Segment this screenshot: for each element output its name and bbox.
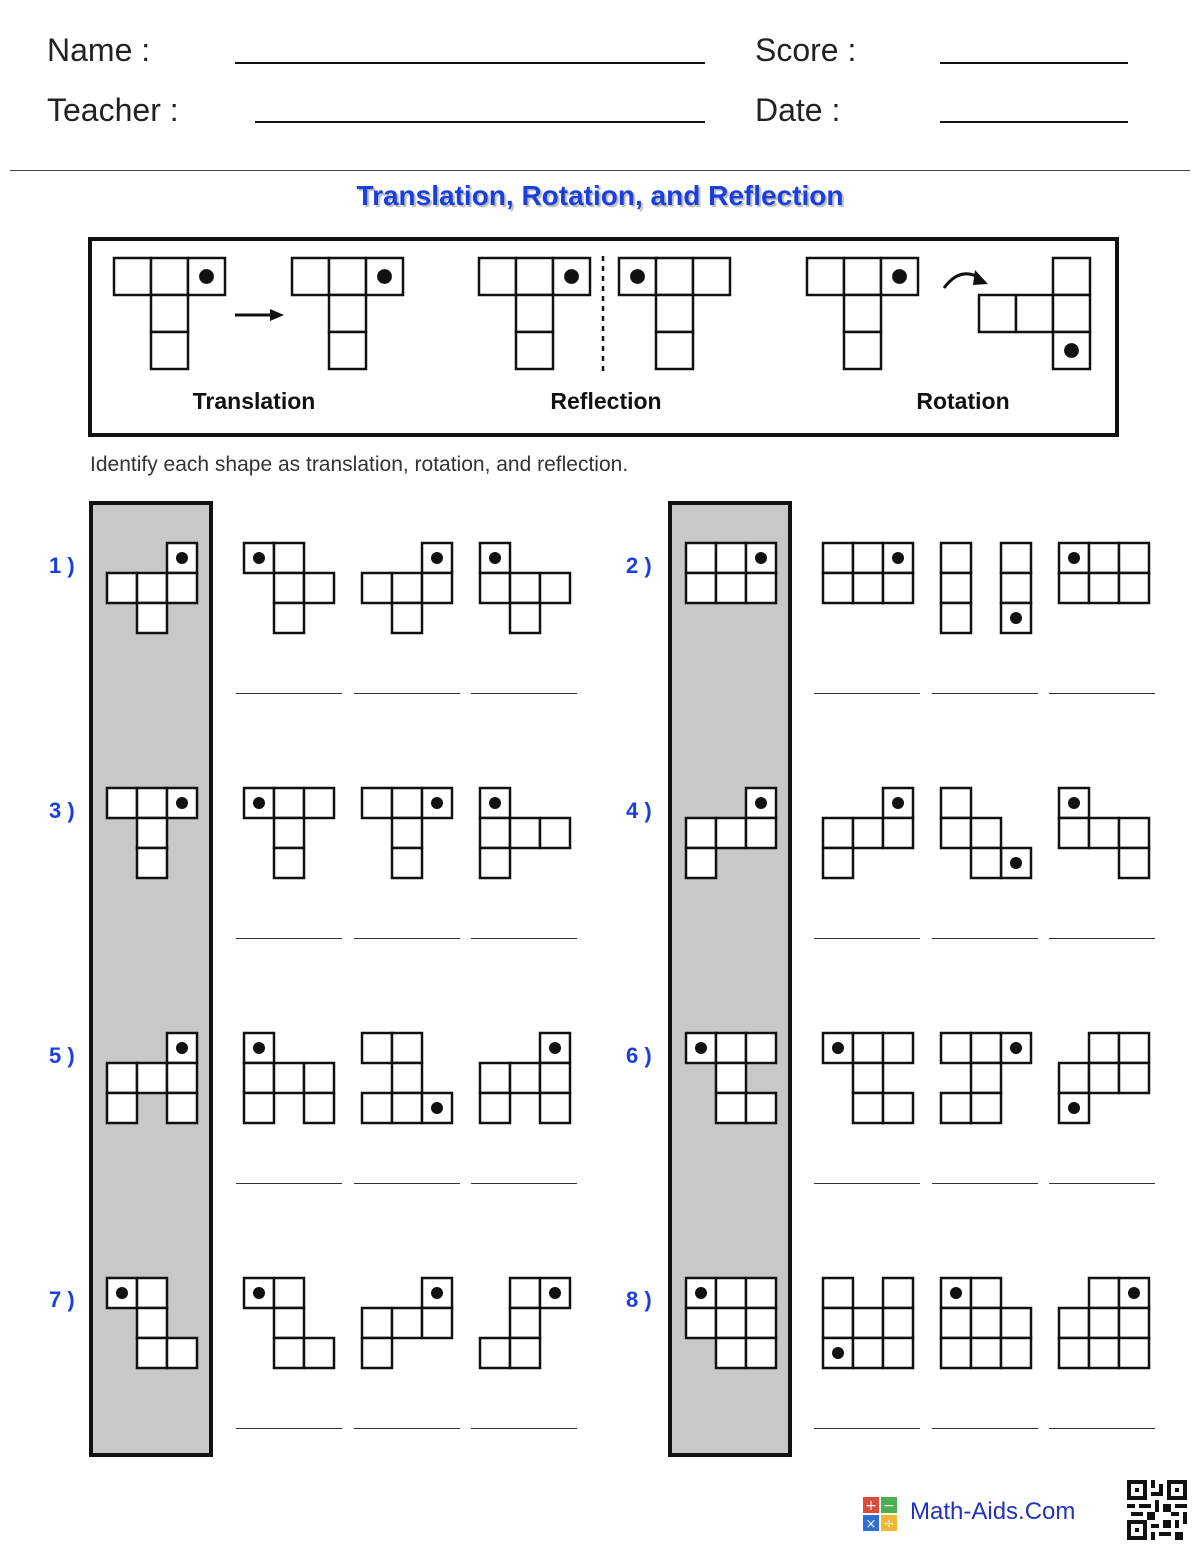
shape-cell [137,848,167,878]
shape-cell [971,1033,1001,1063]
shape-cell [244,1063,274,1093]
original-shape [686,1278,776,1368]
shape-cell [716,1278,746,1308]
shape-cell [480,818,510,848]
problem-number: 7 ) [49,1287,75,1312]
shape-cell [510,603,540,633]
instructions: Identify each shape as translation, rotation, and reflection. [90,453,629,476]
shape-cell [540,818,570,848]
shape-cell [244,1093,274,1123]
shape-cell [971,1278,1001,1308]
shape-cell [167,1338,197,1368]
example-t-shape [114,258,225,369]
dot-marker [1010,612,1022,624]
shape-cell [716,1033,746,1063]
reflection-example-label: Reflection [550,388,662,414]
dot-marker [1068,552,1080,564]
shape-cell [274,788,304,818]
dot-marker [176,552,188,564]
shape-cell [362,1033,392,1063]
shape-cell [656,295,693,332]
dot-marker [1068,797,1080,809]
option-shape [823,1033,913,1123]
shape-cell [137,603,167,633]
shape-cell [274,543,304,573]
shape-cell [392,1033,422,1063]
problem-number: 8 ) [626,1287,652,1312]
shape-cell [686,543,716,573]
shape-cell [746,1033,776,1063]
shape-cell [1089,1033,1119,1063]
shape-cell [971,1093,1001,1123]
dot-marker [253,1287,265,1299]
shape-cell [716,818,746,848]
dot-marker [755,797,767,809]
option-shape [362,1033,452,1123]
shape-cell [304,788,334,818]
shape-cell [1089,1308,1119,1338]
shape-cell [422,1308,452,1338]
shape-cell [304,1093,334,1123]
shape-cell [167,573,197,603]
shape-cell [137,1278,167,1308]
shape-cell [510,1308,540,1338]
option-shape [480,543,570,633]
shape-cell [480,573,510,603]
shape-cell [1059,1338,1089,1368]
dot-marker [892,797,904,809]
dot-marker [253,552,265,564]
shape-cell [480,1063,510,1093]
shape-cell [392,1308,422,1338]
shape-cell [686,573,716,603]
original-shape [686,1033,776,1123]
option-shape [1059,1033,1149,1123]
example-rotation-original [807,258,918,369]
calculator-icon [862,1496,898,1532]
shape-cell [274,1278,304,1308]
svg-text:−: − [883,1498,895,1514]
shape-cell [844,332,881,369]
shape-cell [422,573,452,603]
shape-cell [746,1308,776,1338]
option-shape [480,1033,570,1123]
shape-cell [274,1063,304,1093]
dot-marker [1128,1287,1140,1299]
shape-cell [1089,1063,1119,1093]
shape-cell [480,848,510,878]
shape-cell [540,573,570,603]
dot-marker [253,1042,265,1054]
shape-cell [151,295,188,332]
shape-cell [137,1338,167,1368]
shape-cell [329,258,366,295]
problem-number: 4 ) [626,798,652,823]
arrow-icon [270,309,284,321]
option-shape [1059,1278,1149,1368]
shape-cell [656,258,693,295]
shape-cell [844,258,881,295]
qr-code-icon [1127,1480,1187,1540]
shape-cell [392,1063,422,1093]
dot-marker [832,1042,844,1054]
shape-cell [1059,1063,1089,1093]
dot-marker [489,552,501,564]
original-shape [107,788,197,878]
shape-cell [686,818,716,848]
shape-cell [392,848,422,878]
shape-cell [137,1063,167,1093]
dot-marker [431,1102,443,1114]
shape-cell [362,1338,392,1368]
shape-cell [510,1278,540,1308]
dot-marker [1010,1042,1022,1054]
dot-marker [1064,343,1079,358]
shape-cell [883,1093,913,1123]
shape-cell [656,332,693,369]
shape-cell [823,818,853,848]
shape-cell [1119,1033,1149,1063]
option-shape [244,543,334,633]
shape-cell [1016,295,1053,332]
shape-cell [716,1338,746,1368]
option-shape [941,788,1031,878]
shape-cell [693,258,730,295]
dot-marker [549,1042,561,1054]
shape-cell [516,295,553,332]
shape-cell [329,332,366,369]
shape-cell [823,848,853,878]
shape-cell [516,258,553,295]
shape-cell [716,573,746,603]
shape-cell [274,1338,304,1368]
shape-cell [274,1308,304,1338]
dot-marker [630,269,645,284]
shape-cell [686,848,716,878]
shape-cell [392,788,422,818]
option-shape [362,788,452,878]
shape-cell [304,573,334,603]
shape-cell [853,543,883,573]
example-translated-shape [292,258,403,369]
shape-cell [392,603,422,633]
svg-text:+: + [865,1498,877,1514]
shape-cell [329,295,366,332]
shape-cell [1119,848,1149,878]
shape-cell [746,573,776,603]
option-shape [823,543,913,603]
dot-marker [1068,1102,1080,1114]
shape-cell [1089,1278,1119,1308]
shape-cell [392,818,422,848]
option-shape [823,788,913,878]
shape-cell [274,603,304,633]
page-title: Translation, Rotation, and Reflection [356,180,844,211]
shape-cell [979,295,1016,332]
shape-cell [941,1338,971,1368]
shape-cell [480,1338,510,1368]
shape-cell [1001,573,1031,603]
shape-cell [392,573,422,603]
problem-number: 1 ) [49,553,75,578]
shape-cell [1119,573,1149,603]
shape-cell [1089,543,1119,573]
shape-cell [716,1093,746,1123]
shape-cell [941,1093,971,1123]
dot-marker [377,269,392,284]
shape-cell [167,1093,197,1123]
rotate-arrowhead-icon [973,270,988,285]
example-reflected-shape [619,258,730,369]
dot-marker [549,1287,561,1299]
option-shape [1059,543,1149,603]
shape-cell [510,1338,540,1368]
shape-cell [1053,258,1090,295]
dot-marker [431,1287,443,1299]
svg-text:×: × [865,1517,877,1532]
original-shape [107,1278,197,1368]
shape-cell [971,848,1001,878]
shape-cell [362,1308,392,1338]
shape-cell [274,573,304,603]
original-shape [107,543,197,633]
shape-cell [883,1278,913,1308]
shape-cell [1059,818,1089,848]
shape-cell [167,1063,197,1093]
dot-marker [832,1347,844,1359]
shape-cell [292,258,329,295]
shape-cell [107,1093,137,1123]
shape-cell [137,788,167,818]
original-shape [107,1033,197,1123]
shape-cell [853,818,883,848]
shape-cell [304,1338,334,1368]
shape-cell [510,1063,540,1093]
dot-marker [176,1042,188,1054]
name-label: Name : [47,32,151,68]
shape-cell [304,1063,334,1093]
shape-cell [274,848,304,878]
shape-cell [823,543,853,573]
shape-cell [686,1308,716,1338]
shape-cell [823,1308,853,1338]
dot-marker [431,552,443,564]
option-shape [362,543,452,633]
shape-cell [971,818,1001,848]
example-rotated-shape [979,258,1090,369]
shape-cell [137,818,167,848]
option-shape [1059,788,1149,878]
shape-cell [941,788,971,818]
shape-cell [746,818,776,848]
shape-cell [941,573,971,603]
shape-cell [853,1308,883,1338]
svg-text:÷: ÷ [883,1517,895,1532]
shape-cell [853,1338,883,1368]
score-label: Score : [755,32,857,68]
option-shape [941,1033,1031,1123]
shape-cell [479,258,516,295]
shape-cell [823,573,853,603]
dot-marker [695,1042,707,1054]
shape-cell [807,258,844,295]
shape-cell [392,1093,422,1123]
shape-cell [971,1063,1001,1093]
shape-cell [362,1093,392,1123]
translation-example-label: Translation [192,388,316,414]
problem-number: 2 ) [626,553,652,578]
shape-cell [823,1278,853,1308]
option-shape [480,1278,570,1368]
shape-cell [1119,1338,1149,1368]
option-shape [244,788,334,878]
shape-cell [853,1033,883,1063]
shape-cell [480,1093,510,1123]
date-label: Date : [755,92,841,128]
shape-cell [746,1278,776,1308]
dot-marker [431,797,443,809]
dot-marker [755,552,767,564]
option-shape [362,1278,452,1368]
problem-number: 5 ) [49,1043,75,1068]
shape-cell [716,543,746,573]
shape-cell [883,1338,913,1368]
shape-cell [137,573,167,603]
rotation-example-label: Rotation [916,388,1010,414]
shape-cell [114,258,151,295]
dot-marker [176,797,188,809]
shape-cell [362,788,392,818]
shape-cell [844,295,881,332]
shape-cell [883,573,913,603]
shape-cell [1001,543,1031,573]
problem-number: 6 ) [626,1043,652,1068]
shape-cell [540,1093,570,1123]
option-shape [941,1278,1031,1368]
dot-marker [116,1287,128,1299]
dot-marker [892,269,907,284]
dot-marker [199,269,214,284]
option-shape [823,1278,913,1368]
shape-cell [971,1308,1001,1338]
shape-cell [1089,818,1119,848]
shape-cell [151,332,188,369]
shape-cell [746,1338,776,1368]
shape-cell [716,1308,746,1338]
shape-cell [1119,1063,1149,1093]
shape-cell [1089,573,1119,603]
shape-cell [1053,295,1090,332]
dot-marker [950,1287,962,1299]
dot-marker [892,552,904,564]
shape-cell [516,332,553,369]
dot-marker [1010,857,1022,869]
shape-cell [971,1338,1001,1368]
original-shape [686,788,776,878]
option-shape [244,1278,334,1368]
shape-cell [853,573,883,603]
shape-cell [510,573,540,603]
shape-cell [883,1308,913,1338]
shape-cell [883,1033,913,1063]
option-shape [941,543,1031,633]
shape-cell [1059,573,1089,603]
shape-cell [1059,1308,1089,1338]
dot-marker [564,269,579,284]
shape-cell [362,573,392,603]
shape-cell [137,1308,167,1338]
site-logo-text[interactable]: Math-Aids.Com [910,1498,1076,1525]
shape-cell [853,1093,883,1123]
shape-cell [716,1063,746,1093]
example-reflection-original [479,258,590,369]
shape-cell [883,818,913,848]
shape-cell [1119,818,1149,848]
teacher-label: Teacher : [47,92,179,128]
shape-cell [941,818,971,848]
shape-cell [1119,543,1149,573]
shape-cell [1001,1308,1031,1338]
option-shape [244,1033,334,1123]
shape-cell [510,818,540,848]
shape-cell [107,788,137,818]
shape-cell [274,818,304,848]
dot-marker [489,797,501,809]
problem-number: 3 ) [49,798,75,823]
shape-cell [941,603,971,633]
dot-marker [253,797,265,809]
shape-cell [107,1063,137,1093]
shape-cell [941,543,971,573]
shape-cell [1119,1308,1149,1338]
shape-cell [941,1308,971,1338]
shape-cell [1089,1338,1119,1368]
shape-cell [151,258,188,295]
shape-cell [107,573,137,603]
shape-cell [853,1063,883,1093]
dot-marker [695,1287,707,1299]
original-shape [686,543,776,603]
shape-cell [941,1033,971,1063]
option-shape [480,788,570,878]
shape-cell [746,1093,776,1123]
shape-cell [1001,1338,1031,1368]
shape-cell [540,1063,570,1093]
